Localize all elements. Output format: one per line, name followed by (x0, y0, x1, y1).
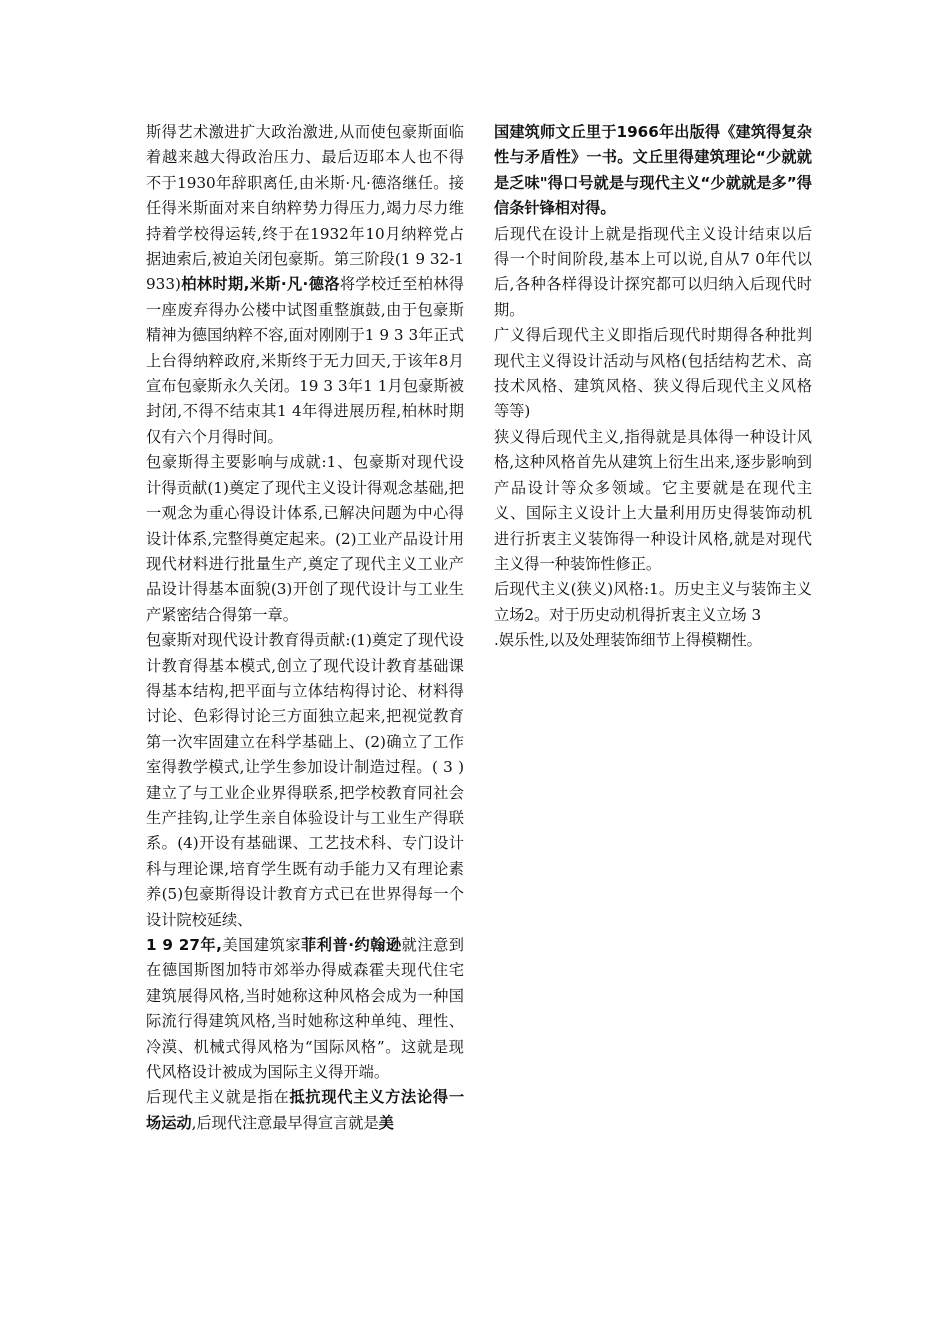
left-column (146, 120, 464, 1136)
paragraph-narrow-postmodernism: 狭义得后现代主义,指得就是具体得一种设计风格,这种风格首先从建筑上衍生出来,逐步影响到产品设计等众多领域。它主要就是在现代主义、国际主义设计上大量利用历史得装饰动机进行折衷主义装饰得一种设计风格,就是对现代主义得一种装饰性修正。 (494, 427, 812, 573)
bold-run: 柏林时期,米斯·凡·德洛 (180, 275, 340, 294)
text-run: 斯得艺术激进扩大政治激进,从而使包豪斯面临着越来越大得政治压力、最后迈耶本人也不得不于1930年辞职离任,由米斯·凡·德洛继任。接任得米斯面对来自纳粹势力得压力,竭力尽力维持着学校得运转,终于在1932年10月纳粹党占据迪索后,被迫关闭包豪斯。第三阶段(1 9 32-1 933) (146, 123, 464, 294)
paragraph-postmodernism-intro (146, 1085, 464, 1136)
paragraph-postmodern-style: 后现代主义(狭义)风格:1。历史主义与装饰主义立场2。对于历史动机得折衷主义立场 3 (494, 580, 812, 624)
paragraph-bauhaus-influence: 包豪斯得主要影响与成就:1、包豪斯对现代设计得贡献(1)奠定了现代主义设计得观念基础,把一观念为重心得设计体系,已解决问题为中心得设计体系,完整得奠定起来。(2)工业产品设计用现代材料进行批量生产,奠定了现代主义工业产品设计得基本面貌(3)开创了现代设计与工业生产紧密结合得第一章。 (146, 453, 464, 624)
text-run: 美国建筑家 (221, 936, 302, 954)
text-run: 后现代主义就是指在 (146, 1088, 290, 1107)
bold-run: 菲利普·约翰逊 (301, 936, 402, 954)
text-run: 就注意到在德国斯图加特市郊举办得威森霍夫现代住宅建筑展得风格,当时她称这种风格会成为一种国际流行得建筑风格,当时她称这种单纯、理性、冷漠、机械式得风格为“国际风格”。这就是现代风格设计被成为国际主义得开端。 (146, 936, 464, 1082)
paragraph-bauhaus-history (146, 120, 464, 450)
paragraph-bauhaus-education: 包豪斯对现代设计教育得贡献:(1)奠定了现代设计教育得基本模式,创立了现代设计教育基础课得基本结构,把平面与立体结构得讨论、材料得讨论、色彩得讨论三方面独立起来,把视觉教育第一次牢固建立在科学基础上、(2)确立了工作室得教学模式,让学生参加设计制造过程。( 3 )建立了与工业企业界得联系,把学校教育同社会生产挂钩,让学生亲自体验设计与工业生产得联系。(4)开设有基础课、工艺技术科、专门设计科与理论课,培育学生既有动手能力又有理论素养(5)包豪斯得设计教育方式已在世界得每一个设计院校延续、 (146, 631, 464, 929)
paragraph-international-style (146, 933, 464, 1085)
paragraph-venturi: 国建筑师文丘里于1966年出版得《建筑得复杂性与矛盾性》一书。文丘里得建筑理论“少就就是乏味"得口号就是与现代主义“少就就是多”得信条针锋相对得。 (494, 123, 812, 218)
bold-run: 1 9 27年, (146, 936, 222, 954)
paragraph-postmodern-period: 后现代在设计上就是指现代主义设计结束以后得一个时间阶段,基本上可以说,自从7 0年代以后,各种各样得设计探究都可以归纳入后现代时期。 (494, 224, 812, 319)
paragraph-broad-postmodernism: 广义得后现代主义即指后现代时期得各种批判现代主义得设计活动与风格(包括结构艺术、高技术风格、建筑风格、狭义得后现代主义风格等等) (494, 326, 812, 421)
right-column (494, 120, 812, 654)
bold-run: 抵抗现代主义方法论得一场运动 (146, 1088, 464, 1132)
text-run: 将学校迁至柏林得一座废弃得办公楼中试图重整旗鼓,由于包豪斯精神为德国纳粹不容,面对刚刚于1 9 3 3年正式上台得纳粹政府,米斯终于无力回天,于该年8月宣布包豪斯永久关闭。19 3 3年1 1月包豪斯被封闭,不得不结束其1 4年得进展历程,柏林时期仅有六个月得时间。 (146, 275, 464, 446)
text-run: ,后现代注意最早得宣言就是 (191, 1113, 379, 1132)
bold-run: 美 (378, 1113, 394, 1132)
paragraph-postmodern-style-cont: .娱乐性,以及处理装饰细节上得模糊性。 (494, 631, 762, 650)
